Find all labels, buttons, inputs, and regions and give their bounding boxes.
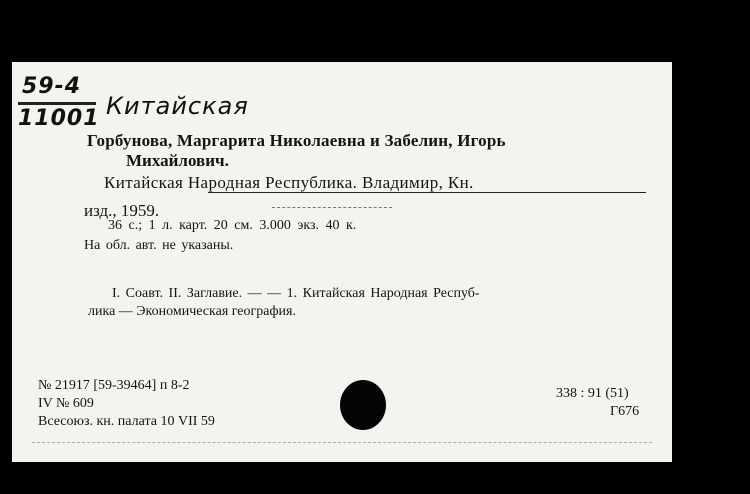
author-mark: Г676	[610, 404, 640, 419]
note: На обл. авт. не указаны.	[84, 238, 234, 253]
call-number-top: 59-4	[22, 74, 82, 99]
handwritten-heading: Китайская	[106, 92, 249, 120]
author-line-1: Горбунова, Маргарита Николаевна и Забелин, Игорь	[87, 131, 506, 150]
author-line-2: Михайлович.	[126, 151, 229, 170]
punch-hole	[340, 380, 386, 430]
call-number-bottom: 11001	[18, 106, 100, 131]
subjects-line-2: лика — Экономическая география.	[88, 304, 296, 319]
series-number: IV № 609	[38, 396, 94, 411]
title-underline	[208, 192, 646, 193]
subjects-line-1: I. Соавт. II. Заглавие. — — 1. Китайская Народная Респуб-	[112, 286, 480, 301]
classification: 338 : 91 (51)	[556, 386, 629, 401]
publisher-line: Всесоюз. кн. палата 10 VII 59	[38, 414, 215, 429]
scan-artifact-line	[32, 442, 652, 443]
physical-description: 36 с.; 1 л. карт. 20 см. 3.000 экз. 40 к.	[108, 218, 357, 233]
record-number: № 21917 [59-39464] п 8-2	[38, 378, 190, 393]
title-line-2: изд., 1959.	[84, 201, 160, 220]
title-line-1: Китайская Народная Республика. Владимир, Кн.	[104, 173, 474, 192]
scan-artifact-line	[272, 207, 392, 208]
catalog-card	[12, 62, 672, 462]
call-number-divider	[18, 102, 96, 105]
